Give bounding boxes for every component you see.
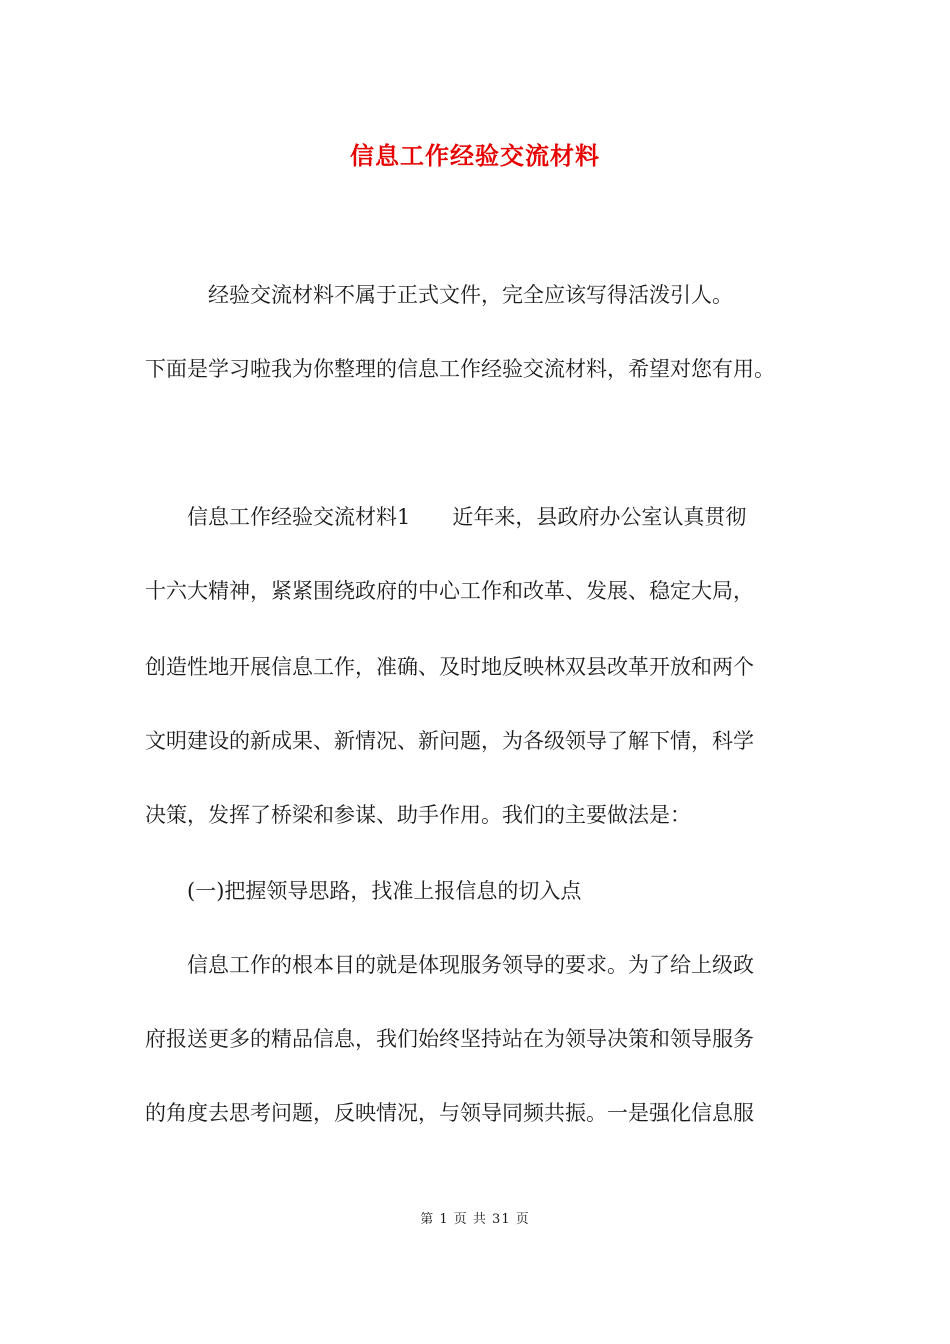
- page-footer: 第 1 页 共 31 页: [420, 1212, 530, 1227]
- paragraph-line: 决策，发挥了桥梁和参谋、助手作用。我们的主要做法是：: [145, 803, 691, 827]
- paragraph-line: 十六大精神，紧紧围绕政府的中心工作和改革、发展、稳定大局，: [145, 579, 754, 603]
- document-title: 信息工作经验交流材料: [350, 141, 600, 170]
- paragraph-line: 创造性地开展信息工作，准确、及时地反映林双县改革开放和两个: [145, 655, 754, 679]
- paragraph-line: 下面是学习啦我为你整理的信息工作经验交流材料，希望对您有用。: [145, 357, 775, 381]
- section-heading: (一)把握领导思路，找准上报信息的切入点: [145, 879, 582, 903]
- paragraph-line: 府报送更多的精品信息，我们始终坚持站在为领导决策和领导服务: [145, 1027, 754, 1051]
- paragraph-line: 信息工作的根本目的就是体现服务领导的要求。为了给上级政: [145, 953, 754, 977]
- paragraph-line: 信息工作经验交流材料1 近年来，县政府办公室认真贯彻: [145, 505, 747, 529]
- paragraph-line: 的角度去思考问题，反映情况，与领导同频共振。一是强化信息服: [145, 1101, 754, 1125]
- paragraph-line: 经验交流材料不属于正式文件，完全应该写得活泼引人。: [145, 283, 733, 307]
- paragraph-line: 文明建设的新成果、新情况、新问题，为各级领导了解下情，科学: [145, 729, 754, 753]
